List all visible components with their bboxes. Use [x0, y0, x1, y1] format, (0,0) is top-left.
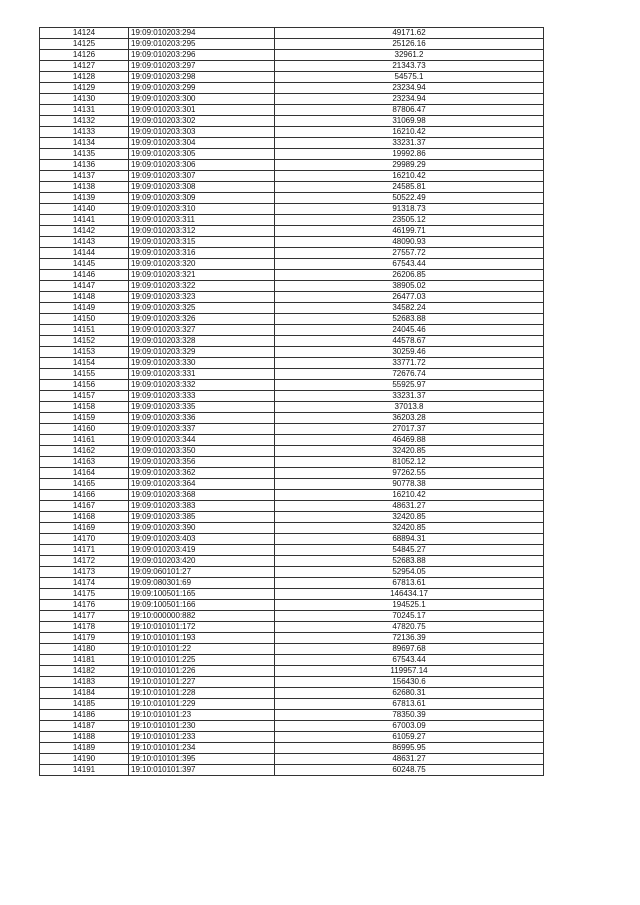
cadastral-number-cell: 19:09:010203:419	[129, 545, 275, 556]
table-row	[40, 94, 544, 105]
cadastral-number-cell: 19:10:010101:226	[129, 666, 275, 677]
row-number-cell: 14182	[40, 666, 129, 677]
cadastral-number-cell: 19:09:010203:307	[129, 171, 275, 182]
row-number-cell: 14183	[40, 677, 129, 688]
row-number-cell: 14127	[40, 61, 129, 72]
cadastral-number-cell: 19:10:010101:228	[129, 688, 275, 699]
cadastral-number-cell: 19:10:010101:230	[129, 721, 275, 732]
table-row	[40, 226, 544, 237]
row-number-cell: 14135	[40, 149, 129, 160]
table-row	[40, 699, 544, 710]
value-cell: 21343.73	[275, 61, 544, 72]
cadastral-number-cell: 19:09:010203:383	[129, 501, 275, 512]
cadastral-number-cell: 19:09:010203:350	[129, 446, 275, 457]
cadastral-number-cell: 19:09:010203:311	[129, 215, 275, 226]
row-number-cell: 14150	[40, 314, 129, 325]
cadastral-number-cell: 19:09:100501:166	[129, 600, 275, 611]
cadastral-number-cell: 19:09:010203:328	[129, 336, 275, 347]
cadastral-number-cell: 19:09:010203:390	[129, 523, 275, 534]
cadastral-number-cell: 19:09:010203:326	[129, 314, 275, 325]
cadastral-number-cell: 19:09:010203:309	[129, 193, 275, 204]
table-row	[40, 358, 544, 369]
value-cell: 29989.29	[275, 160, 544, 171]
cadastral-number-cell: 19:09:010203:310	[129, 204, 275, 215]
cadastral-number-cell: 19:09:100501:165	[129, 589, 275, 600]
row-number-cell: 14149	[40, 303, 129, 314]
table-row	[40, 578, 544, 589]
row-number-cell: 14181	[40, 655, 129, 666]
row-number-cell: 14145	[40, 259, 129, 270]
cadastral-number-cell: 19:09:010203:322	[129, 281, 275, 292]
row-number-cell: 14166	[40, 490, 129, 501]
table-row	[40, 336, 544, 347]
table-body	[40, 28, 544, 776]
row-number-cell: 14185	[40, 699, 129, 710]
cadastral-number-cell: 19:09:010203:305	[129, 149, 275, 160]
row-number-cell: 14136	[40, 160, 129, 171]
table-row	[40, 259, 544, 270]
value-cell: 146434.17	[275, 589, 544, 600]
value-cell: 52954.05	[275, 567, 544, 578]
row-number-cell: 14174	[40, 578, 129, 589]
table-row	[40, 248, 544, 259]
value-cell: 81052.12	[275, 457, 544, 468]
row-number-cell: 14141	[40, 215, 129, 226]
cadastral-number-cell: 19:09:010203:362	[129, 468, 275, 479]
value-cell: 30259.46	[275, 347, 544, 358]
row-number-cell: 14154	[40, 358, 129, 369]
value-cell: 70245.17	[275, 611, 544, 622]
cadastral-number-cell: 19:09:010203:330	[129, 358, 275, 369]
table-row	[40, 325, 544, 336]
table-row	[40, 468, 544, 479]
value-cell: 55925.97	[275, 380, 544, 391]
cadastral-number-cell: 19:09:010203:323	[129, 292, 275, 303]
cadastral-number-cell: 19:09:080301:69	[129, 578, 275, 589]
value-cell: 16210.42	[275, 490, 544, 501]
row-number-cell: 14189	[40, 743, 129, 754]
cadastral-number-cell: 19:09:010203:337	[129, 424, 275, 435]
cadastral-number-cell: 19:09:010203:325	[129, 303, 275, 314]
row-number-cell: 14184	[40, 688, 129, 699]
table-row	[40, 534, 544, 545]
table-row	[40, 424, 544, 435]
row-number-cell: 14188	[40, 732, 129, 743]
row-number-cell: 14126	[40, 50, 129, 61]
value-cell: 48631.27	[275, 501, 544, 512]
cadastral-number-cell: 19:09:010203:298	[129, 72, 275, 83]
value-cell: 33231.37	[275, 391, 544, 402]
row-number-cell: 14164	[40, 468, 129, 479]
cadastral-number-cell: 19:09:010203:385	[129, 512, 275, 523]
row-number-cell: 14158	[40, 402, 129, 413]
table-row	[40, 732, 544, 743]
table-row	[40, 611, 544, 622]
table-row	[40, 171, 544, 182]
value-cell: 48631.27	[275, 754, 544, 765]
value-cell: 34582.24	[275, 303, 544, 314]
table-row	[40, 754, 544, 765]
cadastral-number-cell: 19:09:010203:294	[129, 28, 275, 39]
table-row	[40, 688, 544, 699]
row-number-cell: 14124	[40, 28, 129, 39]
value-cell: 60248.75	[275, 765, 544, 776]
value-cell: 32420.85	[275, 446, 544, 457]
table-row	[40, 215, 544, 226]
value-cell: 68894.31	[275, 534, 544, 545]
table-row	[40, 270, 544, 281]
table-row	[40, 512, 544, 523]
table-row	[40, 446, 544, 457]
value-cell: 89697.68	[275, 644, 544, 655]
cadastral-number-cell: 19:09:010203:335	[129, 402, 275, 413]
value-cell: 26477.03	[275, 292, 544, 303]
value-cell: 67543.44	[275, 655, 544, 666]
table-row	[40, 28, 544, 39]
row-number-cell: 14180	[40, 644, 129, 655]
cadastral-number-cell: 19:10:010101:193	[129, 633, 275, 644]
value-cell: 52683.88	[275, 556, 544, 567]
value-cell: 48090.93	[275, 237, 544, 248]
cadastral-number-cell: 19:09:010203:320	[129, 259, 275, 270]
cadastral-number-cell: 19:09:010203:331	[129, 369, 275, 380]
table-row	[40, 380, 544, 391]
cadastral-number-cell: 19:09:010203:297	[129, 61, 275, 72]
table-row	[40, 677, 544, 688]
cadastral-number-cell: 19:09:010203:356	[129, 457, 275, 468]
cadastral-number-cell: 19:10:010101:229	[129, 699, 275, 710]
cadastral-number-cell: 19:10:010101:22	[129, 644, 275, 655]
row-number-cell: 14143	[40, 237, 129, 248]
cadastral-number-cell: 19:09:010203:308	[129, 182, 275, 193]
value-cell: 97262.55	[275, 468, 544, 479]
table-row	[40, 138, 544, 149]
table-row	[40, 501, 544, 512]
row-number-cell: 14186	[40, 710, 129, 721]
row-number-cell: 14165	[40, 479, 129, 490]
cadastral-number-cell: 19:09:010203:332	[129, 380, 275, 391]
cadastral-number-cell: 19:10:010101:23	[129, 710, 275, 721]
table-row	[40, 347, 544, 358]
value-cell: 31069.98	[275, 116, 544, 127]
row-number-cell: 14134	[40, 138, 129, 149]
cadastral-number-cell: 19:09:010203:312	[129, 226, 275, 237]
row-number-cell: 14157	[40, 391, 129, 402]
row-number-cell: 14187	[40, 721, 129, 732]
value-cell: 72136.39	[275, 633, 544, 644]
row-number-cell: 14171	[40, 545, 129, 556]
table-row	[40, 721, 544, 732]
table-row	[40, 600, 544, 611]
cadastral-number-cell: 19:10:010101:227	[129, 677, 275, 688]
value-cell: 46199.71	[275, 226, 544, 237]
table-row	[40, 149, 544, 160]
row-number-cell: 14179	[40, 633, 129, 644]
table-row	[40, 435, 544, 446]
cadastral-number-cell: 19:09:010203:315	[129, 237, 275, 248]
value-cell: 19992.86	[275, 149, 544, 160]
value-cell: 33231.37	[275, 138, 544, 149]
row-number-cell: 14131	[40, 105, 129, 116]
table-row	[40, 61, 544, 72]
value-cell: 16210.42	[275, 127, 544, 138]
cadastral-number-cell: 19:09:010203:306	[129, 160, 275, 171]
table-row	[40, 567, 544, 578]
row-number-cell: 14155	[40, 369, 129, 380]
cadastral-number-cell: 19:09:010203:333	[129, 391, 275, 402]
cadastral-number-cell: 19:10:010101:225	[129, 655, 275, 666]
row-number-cell: 14132	[40, 116, 129, 127]
cadastral-number-cell: 19:09:010203:303	[129, 127, 275, 138]
row-number-cell: 14130	[40, 94, 129, 105]
table-row	[40, 39, 544, 50]
cadastral-number-cell: 19:09:010203:302	[129, 116, 275, 127]
value-cell: 49171.62	[275, 28, 544, 39]
value-cell: 54575.1	[275, 72, 544, 83]
table-row	[40, 479, 544, 490]
table-row	[40, 72, 544, 83]
cadastral-number-cell: 19:10:010101:172	[129, 622, 275, 633]
value-cell: 23234.94	[275, 94, 544, 105]
value-cell: 61059.27	[275, 732, 544, 743]
row-number-cell: 14172	[40, 556, 129, 567]
table-row	[40, 765, 544, 776]
cadastral-number-cell: 19:09:010203:300	[129, 94, 275, 105]
cadastral-number-cell: 19:09:010203:344	[129, 435, 275, 446]
table-row	[40, 160, 544, 171]
table-row	[40, 127, 544, 138]
table-row	[40, 83, 544, 94]
table-row	[40, 556, 544, 567]
table-row	[40, 281, 544, 292]
value-cell: 119957.14	[275, 666, 544, 677]
cadastral-number-cell: 19:09:010203:304	[129, 138, 275, 149]
row-number-cell: 14151	[40, 325, 129, 336]
table-row	[40, 457, 544, 468]
row-number-cell: 14169	[40, 523, 129, 534]
table-row	[40, 292, 544, 303]
value-cell: 47820.75	[275, 622, 544, 633]
row-number-cell: 14140	[40, 204, 129, 215]
cadastral-number-cell: 19:09:010203:336	[129, 413, 275, 424]
row-number-cell: 14138	[40, 182, 129, 193]
cadastral-number-cell: 19:09:010203:316	[129, 248, 275, 259]
value-cell: 52683.88	[275, 314, 544, 325]
value-cell: 67003.09	[275, 721, 544, 732]
cadastral-number-cell: 19:10:010101:395	[129, 754, 275, 765]
cadastral-number-cell: 19:09:010203:364	[129, 479, 275, 490]
value-cell: 78350.39	[275, 710, 544, 721]
value-cell: 32420.85	[275, 512, 544, 523]
value-cell: 87806.47	[275, 105, 544, 116]
value-cell: 25126.16	[275, 39, 544, 50]
cadastral-number-cell: 19:09:010203:403	[129, 534, 275, 545]
value-cell: 24585.81	[275, 182, 544, 193]
table-row	[40, 710, 544, 721]
value-cell: 86995.95	[275, 743, 544, 754]
data-table	[39, 27, 544, 776]
row-number-cell: 14170	[40, 534, 129, 545]
row-number-cell: 14137	[40, 171, 129, 182]
row-number-cell: 14152	[40, 336, 129, 347]
value-cell: 23505.12	[275, 215, 544, 226]
row-number-cell: 14176	[40, 600, 129, 611]
row-number-cell: 14177	[40, 611, 129, 622]
value-cell: 23234.94	[275, 83, 544, 94]
value-cell: 33771.72	[275, 358, 544, 369]
value-cell: 37013.8	[275, 402, 544, 413]
table-row	[40, 369, 544, 380]
cadastral-number-cell: 19:09:010203:368	[129, 490, 275, 501]
row-number-cell: 14167	[40, 501, 129, 512]
value-cell: 67813.61	[275, 578, 544, 589]
cadastral-number-cell: 19:10:010101:234	[129, 743, 275, 754]
value-cell: 44578.67	[275, 336, 544, 347]
table-row	[40, 116, 544, 127]
cadastral-number-cell: 19:09:010203:420	[129, 556, 275, 567]
cadastral-number-cell: 19:09:010203:301	[129, 105, 275, 116]
table-row	[40, 50, 544, 61]
cadastral-number-cell: 19:10:010101:397	[129, 765, 275, 776]
cadastral-number-cell: 19:09:010203:299	[129, 83, 275, 94]
row-number-cell: 14125	[40, 39, 129, 50]
value-cell: 27017.37	[275, 424, 544, 435]
value-cell: 38905.02	[275, 281, 544, 292]
row-number-cell: 14129	[40, 83, 129, 94]
row-number-cell: 14190	[40, 754, 129, 765]
table-row	[40, 193, 544, 204]
cadastral-number-cell: 19:09:010203:321	[129, 270, 275, 281]
table-row	[40, 633, 544, 644]
table-row	[40, 204, 544, 215]
row-number-cell: 14191	[40, 765, 129, 776]
value-cell: 26206.85	[275, 270, 544, 281]
cadastral-number-cell: 19:10:010101:233	[129, 732, 275, 743]
table-row	[40, 413, 544, 424]
row-number-cell: 14139	[40, 193, 129, 204]
table-row	[40, 545, 544, 556]
row-number-cell: 14148	[40, 292, 129, 303]
value-cell: 90778.38	[275, 479, 544, 490]
value-cell: 27557.72	[275, 248, 544, 259]
table-row	[40, 402, 544, 413]
cadastral-number-cell: 19:09:010203:295	[129, 39, 275, 50]
table-row	[40, 622, 544, 633]
value-cell: 54845.27	[275, 545, 544, 556]
table-row	[40, 655, 544, 666]
cadastral-number-cell: 19:10:000000:882	[129, 611, 275, 622]
row-number-cell: 14175	[40, 589, 129, 600]
value-cell: 67813.61	[275, 699, 544, 710]
value-cell: 46469.88	[275, 435, 544, 446]
row-number-cell: 14142	[40, 226, 129, 237]
cadastral-number-cell: 19:09:010203:327	[129, 325, 275, 336]
value-cell: 91318.73	[275, 204, 544, 215]
row-number-cell: 14178	[40, 622, 129, 633]
row-number-cell: 14160	[40, 424, 129, 435]
row-number-cell: 14168	[40, 512, 129, 523]
row-number-cell: 14173	[40, 567, 129, 578]
table-row	[40, 490, 544, 501]
row-number-cell: 14147	[40, 281, 129, 292]
table-row	[40, 743, 544, 754]
cadastral-number-cell: 19:09:010203:329	[129, 347, 275, 358]
table-row	[40, 237, 544, 248]
value-cell: 72676.74	[275, 369, 544, 380]
row-number-cell: 14163	[40, 457, 129, 468]
row-number-cell: 14153	[40, 347, 129, 358]
cadastral-number-cell: 19:09:060101:27	[129, 567, 275, 578]
value-cell: 32961.2	[275, 50, 544, 61]
value-cell: 62680.31	[275, 688, 544, 699]
table-row	[40, 391, 544, 402]
table-row	[40, 523, 544, 534]
value-cell: 156430.6	[275, 677, 544, 688]
table-row	[40, 303, 544, 314]
value-cell: 16210.42	[275, 171, 544, 182]
cadastral-number-cell: 19:09:010203:296	[129, 50, 275, 61]
row-number-cell: 14146	[40, 270, 129, 281]
row-number-cell: 14133	[40, 127, 129, 138]
row-number-cell: 14144	[40, 248, 129, 259]
value-cell: 36203.28	[275, 413, 544, 424]
value-cell: 24045.46	[275, 325, 544, 336]
row-number-cell: 14161	[40, 435, 129, 446]
value-cell: 32420.85	[275, 523, 544, 534]
row-number-cell: 14159	[40, 413, 129, 424]
table-row	[40, 644, 544, 655]
row-number-cell: 14128	[40, 72, 129, 83]
value-cell: 67543.44	[275, 259, 544, 270]
table-row	[40, 589, 544, 600]
row-number-cell: 14162	[40, 446, 129, 457]
row-number-cell: 14156	[40, 380, 129, 391]
table-row	[40, 182, 544, 193]
table-row	[40, 105, 544, 116]
table-row	[40, 314, 544, 325]
table-row	[40, 666, 544, 677]
value-cell: 50522.49	[275, 193, 544, 204]
value-cell: 194525.1	[275, 600, 544, 611]
